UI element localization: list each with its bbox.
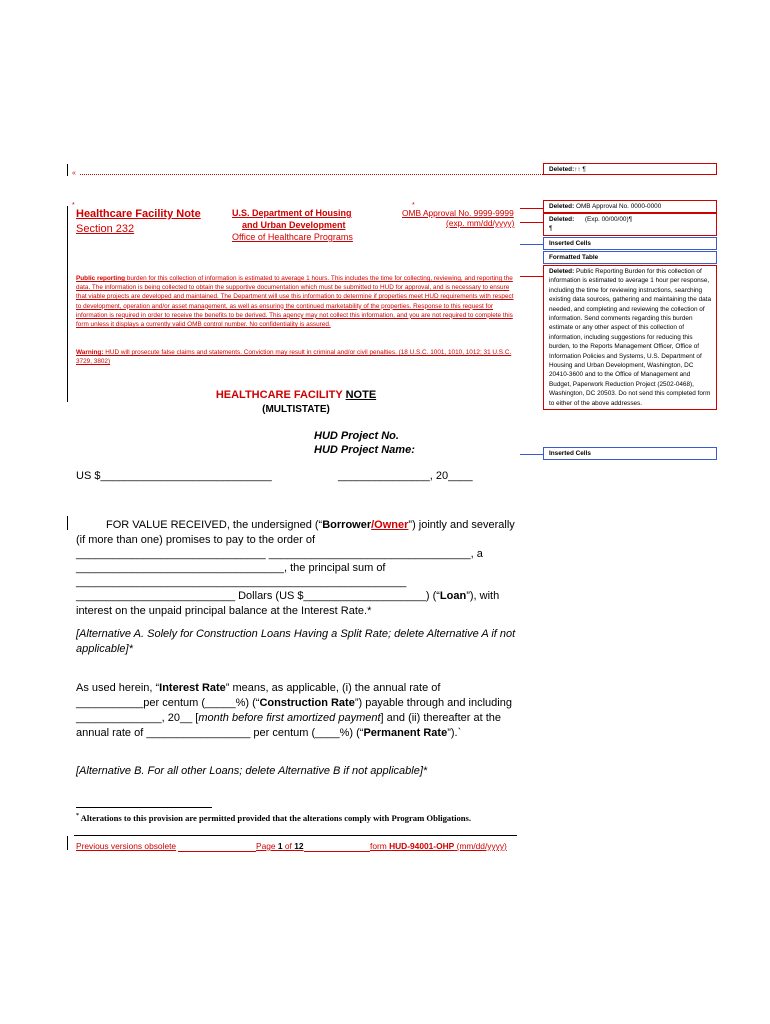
payee-entity-line: __________________________________, the principal sum of	[76, 562, 386, 574]
project-number: HUD Project No.	[314, 430, 399, 442]
comment-leader	[80, 174, 543, 175]
interest-rate-paragraph	[76, 681, 521, 741]
para2-text: ”) payable through and including ______________, 20__ [	[76, 697, 512, 724]
principal-dollars-text: __________________________ Dollars (US $____________________) (“	[76, 590, 440, 602]
form-title: Healthcare Facility Note	[76, 208, 201, 220]
month-before-placeholder: month before first amortized payment	[198, 712, 381, 724]
comment-balloon-inserted-cells-2[interactable]	[543, 447, 717, 460]
change-bar	[67, 206, 68, 402]
balloon-text: (Exp. 00/00/00)¶	[584, 216, 633, 223]
value-received-paragraph	[76, 518, 521, 548]
form-label: form	[370, 841, 390, 851]
balloon-text: Public Reporting Burden for this collection of information is estimated to average 1 hour per response, including the time for reviewing instructions, searching existing data sources, gathering and maintaining the data needed, and completing and reviewing the collection of information. Send comments regarding this burden estimate or any other aspect of this collection of information, including suggestions for reducing this burden, to the Reports Management Officer, Office of Information Policies and Systems, U.S. Department of Housing and Urban Development, Washington, DC 20410-3600 and to the Office of Management and Budget, Paperwork Reduction Project (2502-0468), Washington, DC 20503. Do not send this completed form to either of the above addresses.	[549, 268, 712, 407]
interest-rate-term: Interest Rate	[159, 682, 226, 694]
comment-balloon-deleted-1[interactable]	[543, 163, 717, 175]
balloon-label: Deleted:	[549, 166, 575, 173]
note-title	[0, 389, 592, 401]
footer-page	[256, 841, 304, 851]
footer-leader	[304, 851, 370, 852]
page-total: 12	[294, 841, 304, 851]
form-date: (mm/dd/yyyy)	[454, 841, 507, 851]
alternative-b: [Alternative B. For all other Loans; delete Alternative B if not applicable]*	[76, 765, 428, 777]
footnote-separator	[76, 807, 212, 808]
comment-leader	[520, 244, 543, 245]
note-title-underlined: NOTE	[345, 389, 377, 401]
change-bar	[67, 164, 68, 176]
balloon-label: Formatted Table	[549, 254, 599, 261]
balloon-label: Inserted Cells	[549, 450, 591, 457]
principal-dollars-paragraph	[76, 589, 521, 619]
burden-text: burden for this collection of information is estimated to average 1 hours. This includes the time for collecting, reviewing, and reporting the data. The information is being collected to obtain the supportive documentation which must be submitted to HUD for approval, and is necessary to ensure that viable projects are developed and maintained. The Department will use this information to determine if properties meet HUD requirements with respect to development, operation and/or asset management, as well as ensuring the continued marketability of the properties. Response to this request for information is required in order to receive the benefits to be derived. This agency may not collect this information, and you are not required to complete this form unless it displays a currently valid OMB control number. No confidentiality is assured.	[76, 275, 514, 329]
warning-statement	[76, 348, 518, 366]
permanent-rate-term: Permanent Rate	[363, 727, 448, 739]
footer-leader	[178, 851, 256, 852]
warning-label: Warning:	[76, 349, 104, 356]
deletion-mark: *	[412, 202, 415, 209]
paragraph-mark: «	[72, 170, 76, 177]
footnote-mark: *	[76, 813, 79, 820]
balloon-label: Inserted Cells	[549, 240, 591, 247]
para2-text: ] and (ii) thereafter at the annual rate of _________________ per centum (____%) (“	[76, 712, 501, 739]
amount-line: US $____________________________	[76, 470, 272, 482]
agency-line2: and Urban Development	[242, 220, 346, 230]
page-number: 1	[277, 841, 283, 851]
agency-office: Office of Healthcare Programs	[232, 232, 353, 242]
footer-form	[370, 841, 507, 851]
balloon-label: Deleted:	[549, 268, 575, 275]
para1-text: ”) jointly and severally (if more than one) promises to pay to the order of	[76, 519, 515, 546]
agency-line1: U.S. Department of Housing	[232, 208, 352, 218]
balloon-text: ¶	[580, 166, 586, 173]
note-subtitle: (MULTISTATE)	[262, 404, 330, 415]
form-code: HUD-94001-OHP	[389, 841, 455, 851]
change-bar	[67, 836, 68, 850]
omb-expiration: (exp. mm/dd/yyyy)	[446, 218, 515, 228]
balloon-label: Deleted:	[549, 216, 575, 223]
deletion-mark: *	[72, 202, 75, 209]
para2-text: ” means, as applicable, (i) the annual rate of ___________per centum (_____%) (“	[76, 682, 441, 709]
form-section: Section 232	[76, 223, 135, 235]
comment-balloon-deleted-burden[interactable]	[543, 265, 717, 410]
para1-text: FOR VALUE RECEIVED, the undersigned (“	[106, 519, 323, 531]
balloon-text: OMB Approval No. 0000-0000	[574, 203, 662, 210]
footer-rule	[74, 835, 517, 836]
burden-statement	[76, 274, 518, 329]
omb-approval: OMB Approval No. 9999-9999	[402, 208, 514, 218]
burden-label: Public reporting	[76, 275, 125, 282]
comment-leader	[520, 222, 543, 223]
balloon-label: Deleted:	[549, 203, 575, 210]
change-bar	[67, 516, 68, 530]
loan-term: Loan	[439, 590, 467, 602]
owner-term: /Owner	[371, 519, 409, 531]
comment-leader	[520, 208, 543, 209]
date-line: _______________, 20____	[338, 470, 473, 482]
comment-balloon-deleted-exp[interactable]	[543, 213, 717, 236]
comment-balloon-formatted-table[interactable]	[543, 251, 717, 264]
comment-leader	[520, 276, 543, 277]
footnote-text: Alterations to this provision are permitted provided that the alterations comply with Program Obligations.	[79, 813, 472, 823]
project-name: HUD Project Name:	[314, 444, 415, 456]
balloon-mark: ↑↑	[574, 166, 581, 173]
balloon-text: ¶	[549, 225, 553, 233]
note-title-inserted: HEALTHCARE FACILITY	[215, 389, 346, 401]
principal-words-line: ______________________________________________________	[76, 576, 407, 588]
construction-rate-term: Construction Rate	[259, 697, 355, 709]
para2-text: As used herein, “	[76, 682, 160, 694]
comment-balloon-deleted-omb[interactable]	[543, 200, 717, 213]
principal-dollars-text: ”), with interest on the unpaid principal balance at the Interest Rate.*	[76, 590, 500, 617]
warning-text: HUD will prosecute false claims and statements. Conviction may result in criminal and/or civil penalties. (18 U.S.C. 1001, 1010, 1012; 31 U.S.C. 3729, 3802)	[76, 349, 512, 366]
payee-line: _______________________________ _________________________________, a	[76, 548, 483, 560]
page-label: Page	[256, 841, 278, 851]
page-of: of	[282, 841, 295, 851]
comment-leader	[520, 454, 543, 455]
alternative-a: [Alternative A. Solely for Construction Loans Having a Split Rate; delete Alternative A if not applicable]*	[76, 628, 516, 655]
footnote	[76, 813, 521, 823]
comment-balloon-inserted-cells[interactable]	[543, 237, 717, 250]
footer-obsolete: Previous versions obsolete	[76, 841, 177, 851]
para2-text: ”).`	[447, 727, 462, 739]
borrower-term: Borrower	[322, 519, 372, 531]
